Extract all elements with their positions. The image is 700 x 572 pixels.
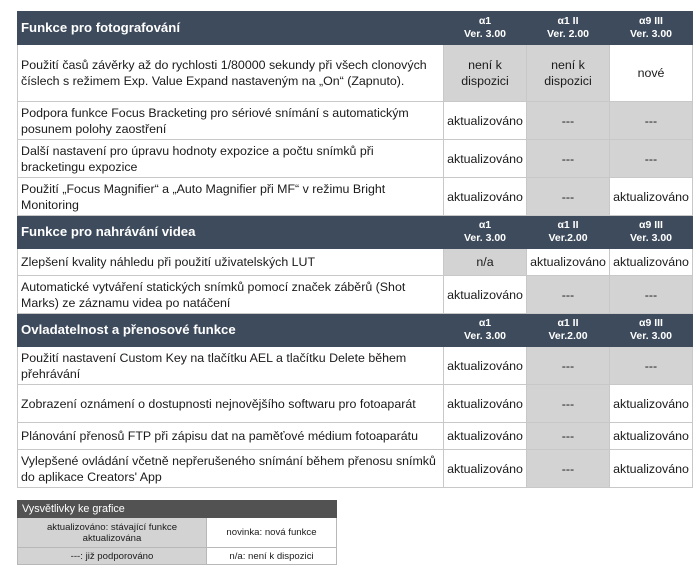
column-model: α1 bbox=[478, 317, 492, 329]
legend-table bbox=[17, 500, 337, 565]
column-header-a1-ii bbox=[527, 314, 610, 347]
value-cell: není k dispozici bbox=[527, 45, 610, 102]
value-cell: aktualizováno bbox=[610, 249, 693, 276]
value-cell: aktualizováno bbox=[444, 423, 527, 450]
value-cell: aktualizováno bbox=[610, 450, 693, 488]
value-cell: --- bbox=[527, 276, 610, 314]
column-model: α1 bbox=[478, 15, 492, 27]
value-cell: aktualizováno bbox=[444, 450, 527, 488]
section-header bbox=[18, 314, 693, 347]
feature-cell: Plánování přenosů FTP při zápisu dat na paměťové médium fotoaparátu bbox=[18, 423, 444, 450]
column-model: α9 III bbox=[639, 219, 663, 231]
column-header-a9-iii bbox=[610, 314, 693, 347]
table-row bbox=[18, 249, 693, 276]
table-row bbox=[18, 423, 693, 450]
column-header-a9-iii bbox=[610, 12, 693, 45]
legend-item: ---: již podporováno bbox=[18, 548, 207, 565]
table-row bbox=[18, 276, 693, 314]
table-row bbox=[18, 140, 693, 178]
feature-cell: Další nastavení pro úpravu hodnoty expozice a počtu snímků při bracketingu expozice bbox=[18, 140, 444, 178]
column-model: α1 bbox=[478, 219, 492, 231]
legend-item: novinka: nová funkce bbox=[207, 518, 337, 548]
column-model: α9 III bbox=[639, 317, 663, 329]
column-model: α1 II bbox=[557, 219, 579, 231]
table-row bbox=[18, 385, 693, 423]
value-cell: aktualizováno bbox=[610, 178, 693, 216]
table-row bbox=[18, 178, 693, 216]
column-header-a9-iii bbox=[610, 216, 693, 249]
value-cell: --- bbox=[527, 450, 610, 488]
section-title: Funkce pro nahrávání videa bbox=[18, 216, 444, 249]
column-version: Ver. 3.00 bbox=[629, 232, 673, 244]
column-header-a1-ii bbox=[527, 12, 610, 45]
legend-item: aktualizováno: stávající funkce aktualizována bbox=[18, 518, 207, 548]
value-cell: aktualizováno bbox=[444, 102, 527, 140]
value-cell: aktualizováno bbox=[610, 423, 693, 450]
section-header bbox=[18, 216, 693, 249]
feature-cell bbox=[18, 178, 444, 216]
feature-cell: Automatické vytváření statických snímků pomocí značek záběrů (Shot Marks) ze záznamu videa po natáčení bbox=[18, 276, 444, 314]
table-row bbox=[18, 102, 693, 140]
value-cell: není k dispozici bbox=[444, 45, 527, 102]
column-header-a1 bbox=[444, 314, 527, 347]
column-version: Ver. 3.00 bbox=[463, 28, 507, 40]
column-model: α1 II bbox=[557, 15, 579, 27]
value-cell: --- bbox=[527, 423, 610, 450]
feature-cell: Použití časů závěrky až do rychlosti 1/80000 sekundy při všech clonových číslech s režimem Exp. Value Expand nastaveným na „On“ (Zapnuto). bbox=[18, 45, 444, 102]
feature-cell: Zlepšení kvality náhledu při použití uživatelských LUT bbox=[18, 249, 444, 276]
value-cell: --- bbox=[527, 140, 610, 178]
feature-cell: Použití nastavení Custom Key na tlačítku AEL a tlačítku Delete během přehrávání bbox=[18, 347, 444, 385]
value-cell: aktualizováno bbox=[444, 178, 527, 216]
value-cell: --- bbox=[527, 347, 610, 385]
column-version: Ver. 3.00 bbox=[463, 330, 507, 342]
column-header-a1 bbox=[444, 216, 527, 249]
feature-cell: Zobrazení oznámení o dostupnosti nejnovějšího softwaru pro fotoaparát bbox=[18, 385, 444, 423]
value-cell: aktualizováno bbox=[527, 249, 610, 276]
table-row bbox=[18, 347, 693, 385]
column-version: Ver.2.00 bbox=[548, 232, 588, 244]
value-cell: aktualizováno bbox=[444, 140, 527, 178]
legend-title: Vysvětlivky ke grafice bbox=[18, 501, 337, 518]
value-cell: n/a bbox=[444, 249, 527, 276]
table-row bbox=[18, 45, 693, 102]
value-cell: nové bbox=[610, 45, 693, 102]
value-cell: aktualizováno bbox=[444, 276, 527, 314]
table-row bbox=[18, 450, 693, 488]
value-cell: --- bbox=[610, 276, 693, 314]
column-model: α1 II bbox=[557, 317, 579, 329]
value-cell: --- bbox=[527, 385, 610, 423]
section-title: Funkce pro fotografování bbox=[18, 12, 444, 45]
column-version: Ver. 3.00 bbox=[629, 330, 673, 342]
value-cell: --- bbox=[610, 140, 693, 178]
column-version: Ver. 3.00 bbox=[463, 232, 507, 244]
column-header-a1-ii bbox=[527, 216, 610, 249]
value-cell: aktualizováno bbox=[610, 385, 693, 423]
section-header bbox=[18, 12, 693, 45]
column-model: α9 III bbox=[639, 15, 663, 27]
column-version: Ver. 3.00 bbox=[629, 28, 673, 40]
feature-comparison-table bbox=[17, 11, 693, 488]
value-cell: --- bbox=[610, 102, 693, 140]
section-title: Ovladatelnost a přenosové funkce bbox=[18, 314, 444, 347]
column-header-a1 bbox=[444, 12, 527, 45]
feature-text: Použití „Focus Magnifier“ a „Auto Magnifier při MF“ v režimu Bright Monitoring bbox=[21, 181, 386, 212]
value-cell: aktualizováno bbox=[444, 385, 527, 423]
value-cell: --- bbox=[610, 347, 693, 385]
value-cell: aktualizováno bbox=[444, 347, 527, 385]
feature-cell: Podpora funkce Focus Bracketing pro sériové snímání s automatickým posunem polohy zaostření bbox=[18, 102, 444, 140]
column-version: Ver.2.00 bbox=[548, 330, 588, 342]
column-version: Ver. 2.00 bbox=[546, 28, 590, 40]
value-cell: --- bbox=[527, 178, 610, 216]
feature-cell: Vylepšené ovládání včetně nepřerušeného snímání během přenosu snímků do aplikace Creators' App bbox=[18, 450, 444, 488]
value-cell: --- bbox=[527, 102, 610, 140]
legend-item: n/a: není k dispozici bbox=[207, 548, 337, 565]
